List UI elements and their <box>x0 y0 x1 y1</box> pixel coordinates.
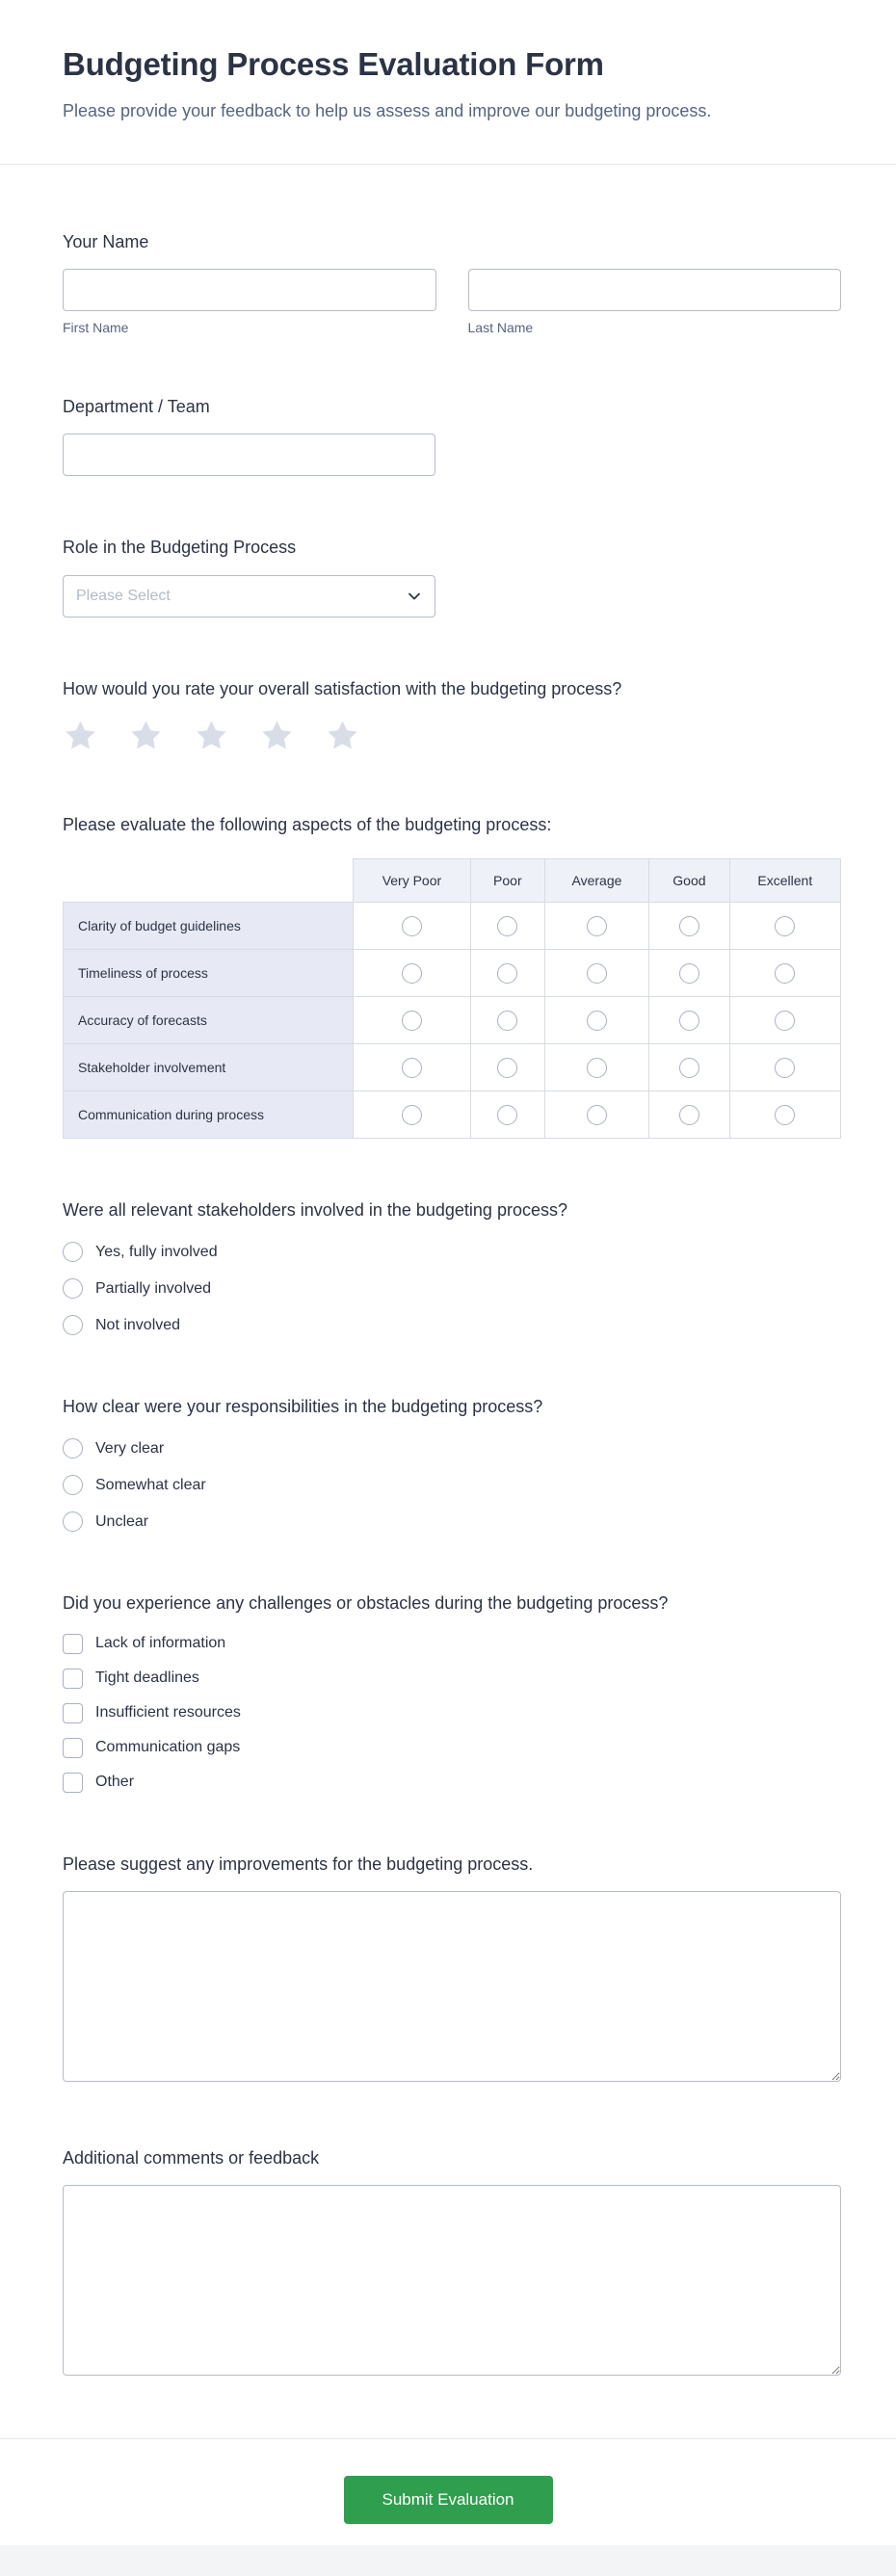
matrix-radio[interactable] <box>775 1011 795 1031</box>
matrix-row-label: Clarity of budget guidelines <box>64 903 354 950</box>
matrix-row <box>64 1044 841 1091</box>
improvements-section <box>63 1853 841 2087</box>
radio-option[interactable]: Partially involved <box>63 1278 841 1299</box>
matrix-radio[interactable] <box>587 1011 607 1031</box>
matrix-radio[interactable] <box>402 1058 422 1078</box>
form-title: Budgeting Process Evaluation Form <box>63 46 604 82</box>
checkbox-option[interactable]: Lack of information <box>63 1634 841 1654</box>
star-icon[interactable] <box>325 719 360 753</box>
challenges-label: Did you experience any challenges or obstacles during the budgeting process? <box>63 1593 669 1614</box>
matrix-radio[interactable] <box>497 963 517 984</box>
star-rating <box>63 719 841 753</box>
role-select[interactable] <box>63 575 435 618</box>
role-section <box>63 536 841 617</box>
responsibilities-label: How clear were your responsibilities in the budgeting process? <box>63 1397 543 1417</box>
matrix-radio[interactable] <box>497 1011 517 1031</box>
matrix-row <box>64 950 841 997</box>
submit-section <box>0 2438 896 2545</box>
last-name-sublabel: Last Name <box>467 320 534 336</box>
stakeholders-options <box>63 1242 841 1335</box>
matrix-radio[interactable] <box>497 1058 517 1078</box>
matrix-radio[interactable] <box>679 1011 699 1031</box>
checkbox-icon[interactable] <box>63 1669 83 1689</box>
matrix-radio[interactable] <box>402 963 422 984</box>
stakeholders-label: Were all relevant stakeholders involved in the budgeting process? <box>63 1200 567 1221</box>
name-row <box>63 269 841 335</box>
matrix-col-header: Average <box>544 859 648 903</box>
matrix-header-row <box>64 859 841 903</box>
checkbox-option[interactable]: Insufficient resources <box>63 1703 841 1723</box>
stakeholders-section <box>63 1198 841 1335</box>
page-footer-strip <box>0 2545 896 2576</box>
matrix-radio[interactable] <box>587 1058 607 1078</box>
first-name-input[interactable] <box>63 269 436 311</box>
satisfaction-label: How would you rate your overall satisfaction with the budgeting process? <box>63 678 622 698</box>
matrix-row-label: Timeliness of process <box>64 950 354 997</box>
star-icon[interactable] <box>194 719 229 753</box>
checkbox-option[interactable]: Tight deadlines <box>63 1669 841 1689</box>
matrix-radio[interactable] <box>587 1105 607 1125</box>
radio-option[interactable]: Somewhat clear <box>63 1475 841 1495</box>
evaluation-matrix <box>63 858 841 1139</box>
department-label: Department / Team <box>63 397 210 417</box>
matrix-radio[interactable] <box>679 1058 699 1078</box>
radio-option[interactable]: Yes, fully involved <box>63 1242 841 1262</box>
matrix-radio[interactable] <box>775 916 795 936</box>
matrix-radio[interactable] <box>679 1105 699 1125</box>
form-body <box>0 165 896 2380</box>
star-icon[interactable] <box>128 719 164 753</box>
matrix-section <box>63 813 841 1139</box>
radio-option[interactable]: Not involved <box>63 1315 841 1335</box>
matrix-col-header: Excellent <box>729 859 840 903</box>
first-name-sublabel: First Name <box>63 320 129 336</box>
star-icon[interactable] <box>63 719 98 753</box>
matrix-radio[interactable] <box>497 1105 517 1125</box>
matrix-radio[interactable] <box>679 963 699 984</box>
checkbox-icon[interactable] <box>63 1634 83 1654</box>
matrix-radio[interactable] <box>497 916 517 936</box>
last-name-col <box>468 269 842 335</box>
matrix-col-header: Very Poor <box>354 859 471 903</box>
matrix-radio[interactable] <box>587 916 607 936</box>
matrix-radio[interactable] <box>402 916 422 936</box>
matrix-radio[interactable] <box>775 963 795 984</box>
matrix-radio[interactable] <box>679 916 699 936</box>
checkbox-icon[interactable] <box>63 1738 83 1758</box>
star-icon[interactable] <box>259 719 295 753</box>
matrix-row <box>64 1091 841 1139</box>
checkbox-icon[interactable] <box>63 1773 83 1793</box>
responsibilities-section <box>63 1395 841 1532</box>
comments-section <box>63 2146 841 2380</box>
checkbox-icon[interactable] <box>63 1703 83 1723</box>
matrix-row <box>64 903 841 950</box>
radio-option[interactable]: Very clear <box>63 1438 841 1459</box>
role-label: Role in the Budgeting Process <box>63 538 297 558</box>
chevron-down-icon <box>407 589 422 604</box>
matrix-radio[interactable] <box>402 1011 422 1031</box>
radio-icon[interactable] <box>63 1278 83 1299</box>
submit-button[interactable]: Submit Evaluation <box>344 2476 553 2524</box>
responsibilities-options <box>63 1438 841 1532</box>
satisfaction-section <box>63 677 841 753</box>
role-select-placeholder: Please Select <box>76 587 171 604</box>
radio-icon[interactable] <box>63 1511 83 1532</box>
first-name-col <box>63 269 436 335</box>
matrix-col-header: Poor <box>470 859 544 903</box>
checkbox-option[interactable]: Other <box>63 1773 841 1793</box>
matrix-radio[interactable] <box>402 1105 422 1125</box>
comments-label: Additional comments or feedback <box>63 2147 320 2168</box>
matrix-radio[interactable] <box>775 1058 795 1078</box>
form-subtitle: Please provide your feedback to help us assess and improve our budgeting process. <box>63 101 712 120</box>
last-name-input[interactable] <box>468 269 842 311</box>
department-section <box>63 395 841 476</box>
comments-textarea[interactable] <box>63 2185 841 2376</box>
form-header <box>0 0 896 165</box>
challenges-section <box>63 1591 841 1792</box>
matrix-label: Please evaluate the following aspects of the budgeting process: <box>63 814 552 834</box>
checkbox-option[interactable]: Communication gaps <box>63 1738 841 1758</box>
improvements-label: Please suggest any improvements for the budgeting process. <box>63 1853 534 1874</box>
matrix-row <box>64 997 841 1044</box>
radio-icon[interactable] <box>63 1438 83 1459</box>
matrix-row-label: Accuracy of forecasts <box>64 997 354 1044</box>
matrix-col-header: Good <box>649 859 730 903</box>
improvements-textarea[interactable] <box>63 1891 841 2082</box>
department-input[interactable] <box>63 434 435 476</box>
matrix-radio[interactable] <box>587 963 607 984</box>
matrix-row-label: Communication during process <box>64 1091 354 1139</box>
name-label: Your Name <box>63 232 149 252</box>
radio-icon[interactable] <box>63 1315 83 1335</box>
matrix-radio[interactable] <box>775 1105 795 1125</box>
matrix-row-label: Stakeholder involvement <box>64 1044 354 1091</box>
challenges-options <box>63 1634 841 1793</box>
name-section <box>63 230 841 335</box>
matrix-corner-cell <box>64 859 354 903</box>
radio-icon[interactable] <box>63 1475 83 1495</box>
radio-option[interactable]: Unclear <box>63 1511 841 1532</box>
radio-icon[interactable] <box>63 1242 83 1262</box>
